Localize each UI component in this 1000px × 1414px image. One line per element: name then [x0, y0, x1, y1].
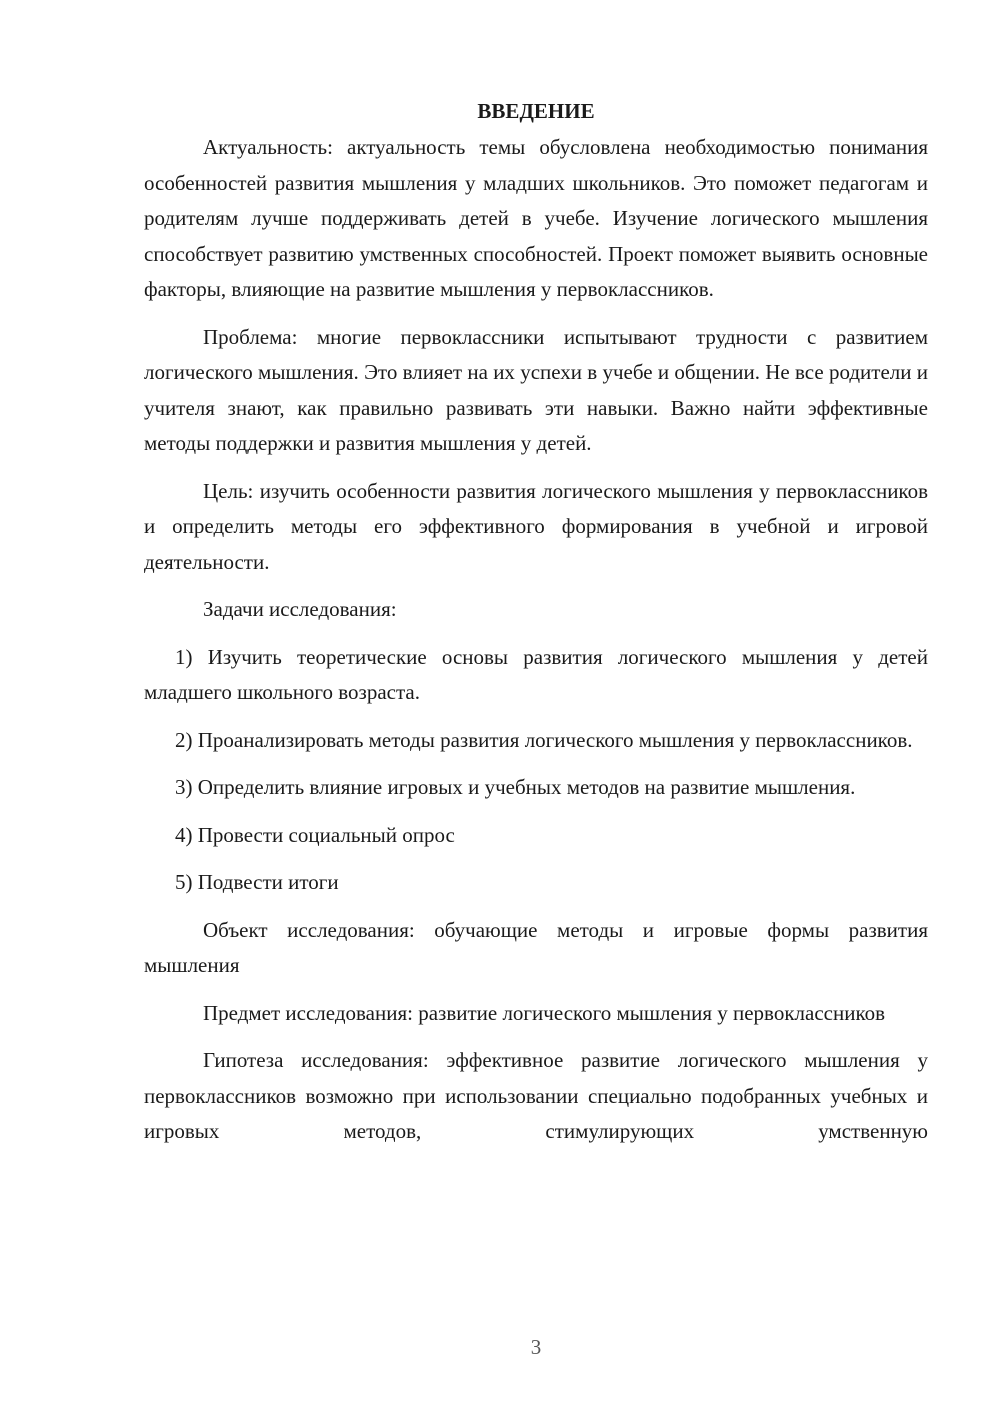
paragraph-problem: Проблема: многие первоклассники испытывают трудности с развитием логического мышления. Это влияет на их успехи в учебе и общении. Не все родители и учителя знают, как правильно развивать эти навыки. Важно найти эффективные методы поддержки и развития мышления у детей.	[144, 324, 928, 455]
paragraph-tasks-heading: Задачи исследования:	[203, 597, 397, 621]
paragraph-goal: Цель: изучить особенности развития логического мышления у первоклассников и определить методы его эффективного формирования в учебной и игровой деятельности.	[144, 478, 928, 574]
paragraph-subject: Предмет исследования: развитие логического мышления у первоклассников	[203, 1000, 885, 1025]
page-number: 3	[530, 1335, 542, 1359]
document-page	[144, 94, 928, 1150]
paragraph-hypothesis: Гипотеза исследования: эффективное развитие логического мышления у первоклассников возможно при использовании специально подобранных учебных и игровых методов, стимулирующих умственную	[144, 1048, 928, 1143]
paragraph-object: Объект исследования: обучающие методы и игровые формы развития мышления	[144, 917, 928, 977]
page-title: ВВЕДЕНИЕ	[477, 99, 595, 123]
task-list-item: 5) Подвести итоги	[175, 870, 339, 894]
task-list-item: 1) Изучить теоретические основы развития логического мышления у детей младшего школьного возраста.	[144, 644, 928, 704]
paragraph-relevance: Актуальность: актуальность темы обусловлена необходимостью понимания особенностей развития мышления у младших школьников. Это поможет педагогам и родителям лучше поддерживать детей в учебе. Изучение логического мышления способствует развитию умственных способностей. Проект поможет выявить основные факторы, влияющие на развитие мышления у первоклассников.	[144, 135, 928, 301]
task-list-item: 4) Провести социальный опрос	[175, 822, 455, 847]
task-list-item: 3) Определить влияние игровых и учебных методов на развитие мышления.	[175, 775, 856, 799]
task-list-item: 2) Проанализировать методы развития логического мышления у первоклассников.	[175, 727, 913, 752]
